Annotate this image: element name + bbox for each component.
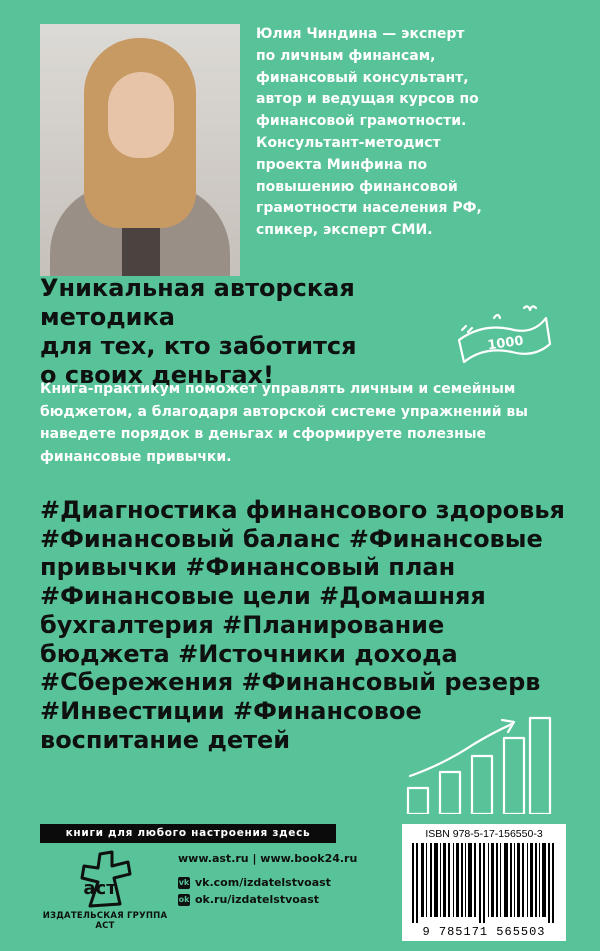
growth-chart-icon [404,714,554,814]
description: Книга-практикум поможет управлять личным и семейным бюджетом, а благодаря авторской системе упражнений вы наведете порядок в деньгах и сформируете полезные финансовые привычки. [40,381,528,465]
website-links[interactable]: www.ast.ru | www.book24.ru [178,852,358,865]
publisher-links [178,852,357,908]
barcode-bars [410,843,558,923]
logo-text: аст [83,878,117,899]
vk-link-text: vk.com/izdatelstvoast [195,876,331,889]
ok-link-text: ok.ru/izdatelstvoast [195,893,320,906]
barcode-number: 9 785171 565503 [422,925,546,939]
vk-link[interactable] [178,874,357,891]
banknote-value: 1000 [486,333,525,354]
headline: Уникальная авторская методика для тех, кто заботится о своих деньгах! [40,274,357,389]
isbn-text: ISBN 978-5-17-156550-3 [425,828,543,840]
ok-link[interactable] [178,891,357,908]
slogan-bar: книги для любого настроения здесь [40,824,336,843]
hashtags: #Диагностика финансового здоровья #Финансовый баланс #Финансовые привычки #Финансовый план #Финансовые цели #Домашняя бухгалтерия #Планирование бюджета #Источники дохода #Сбережения #Финансовый резерв #Инвестиции #Финансовое воспитание детей [40,496,565,754]
publisher-name: ИЗДАТЕЛЬСКАЯ ГРУППА АСТ [42,911,168,931]
author-bio: Юлия Чиндина — эксперт по личным финансам, финансовый консультант, автор и ведущая курсов по финансовой грамотности. Консультант-методист проекта Минфина по повышению финансовой грамотности населения РФ, спикер, эксперт СМИ. [256,26,482,239]
author-photo [40,24,240,276]
vk-icon: vk [178,877,190,887]
banknote-icon [454,300,554,370]
barcode-box [402,824,566,941]
ok-icon: ok [178,894,190,904]
ast-logo [70,848,134,908]
